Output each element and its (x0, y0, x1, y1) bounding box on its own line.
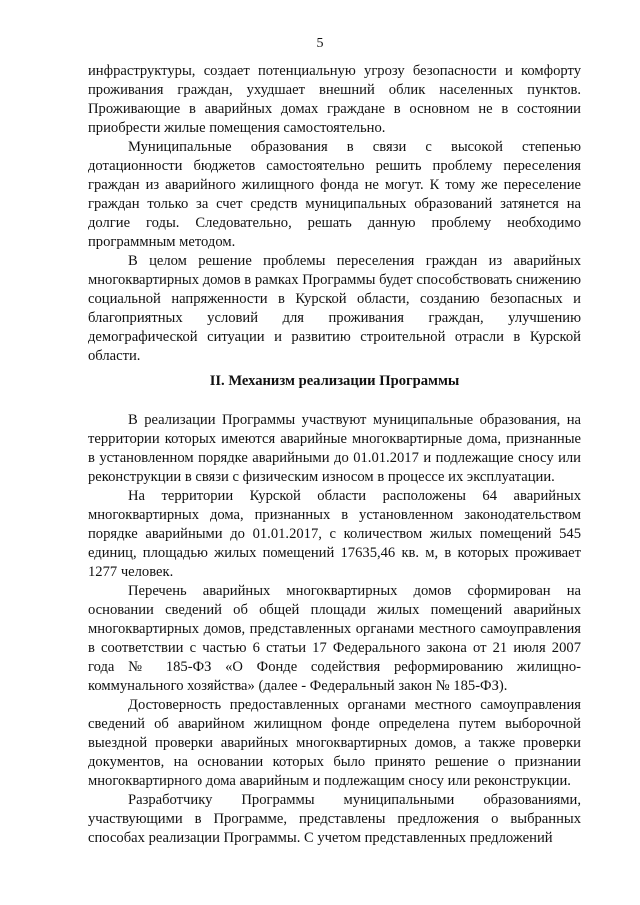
document-body (88, 62, 581, 848)
paragraph: Перечень аварийных многоквартирных домов сформирован на основании сведений об общей площади жилых помещений аварийных многоквартирных домов, представленных органами местного самоуправления в соответствии с частью 6 статьи 17 Федерального закона от 21 июля 2007 года № 185-ФЗ «О Фонде содействия реформированию жилищно-коммунального хозяйства» (далее - Федеральный закон № 185-ФЗ). (88, 583, 581, 694)
paragraph: В реализации Программы участвуют муниципальные образования, на территории которых имеются аварийные многоквартирные дома, признанные в установленном порядке аварийными до 01.01.2017 и подлежащие сносу или реконструкции в связи с физическим износом в процессе их эксплуатации. (88, 412, 581, 485)
paragraph: Достоверность предоставленных органами местного самоуправления сведений об аварийном жилищном фонде определена путем выборочной выездной проверки аварийных многоквартирных домов, а также проверки документов, на основании которых было принято решение о признании многоквартирного дома аварийным и подлежащим сносу или реконструкции. (88, 697, 581, 789)
section-heading: II. Механизм реализации Программы (209, 373, 460, 389)
paragraph: На территории Курской области расположены 64 аварийных многоквартирных дома, признанных в установленном законодательством порядке аварийными до 01.01.2017, с количеством жилых помещений 545 единиц, площадью жилых помещений 17635,46 кв. м, в которых проживает 1277 человек. (88, 488, 581, 580)
paragraph-continuation: инфраструктуры, создает потенциальную угрозу безопасности и комфорту проживания граждан, ухудшает внешний облик населенных пунктов. Проживающие в аварийных домах граждане в основном не в состоянии приобрести жилые помещения самостоятельно. (88, 63, 581, 136)
page-number: 5 (316, 36, 324, 51)
paragraph: Муниципальные образования в связи с высокой степенью дотационности бюджетов самостоятельно решить проблему переселения граждан из аварийного жилищного фонда не могут. К тому же переселение граждан только за счет средств муниципальных образований затянется на долгие годы. Следовательно, решать данную проблему необходимо программным методом. (88, 139, 581, 250)
paragraph: В целом решение проблемы переселения граждан из аварийных многоквартирных домов в рамках Программы будет способствовать снижению социальной напряженности в Курской области, созданию безопасных и благоприятных условий для проживания граждан, улучшению демографической ситуации и развитию строительной отрасли в Курской области. (88, 253, 581, 364)
paragraph: Разработчику Программы муниципальными образованиями, участвующими в Программе, представлены предложения о выбранных способах реализации Программы. С учетом представленных предложений (88, 792, 581, 846)
